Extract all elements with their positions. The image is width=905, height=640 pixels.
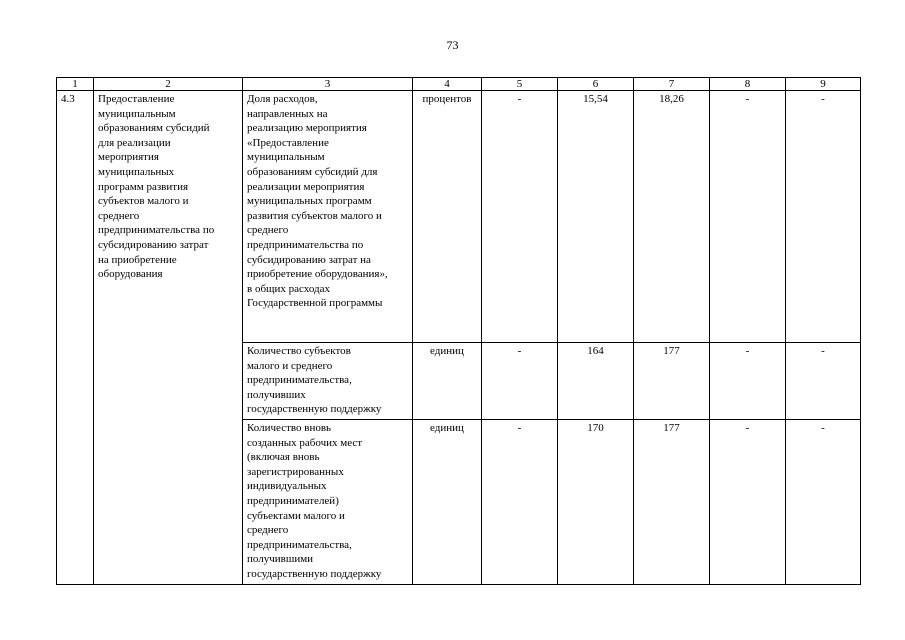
value-col-8: - [710,91,786,343]
value-col-5: - [482,343,558,420]
indicators-table [56,77,861,585]
value-col-9: - [786,91,861,343]
value-col-8: - [710,419,786,584]
indicator-name: Количество вновь созданных рабочих мест (включая вновь зарегистрированных индивидуальных предпринимателей) субъектами малого и среднего предпринимательства, получившими государственную поддержку [243,419,413,584]
header-cell: 7 [634,78,710,91]
indicator-unit: единиц [413,419,482,584]
page-number: 73 [446,38,459,52]
table-row [57,91,861,343]
header-row [57,78,861,91]
indicator-unit: единиц [413,343,482,420]
row-number: 4.3 [57,91,94,585]
measure-name: Предоставление муниципальным образованиям субсидий для реализации мероприятия муниципальных программ развития субъектов малого и среднего предпринимательства по субсидированию затрат на приобретение оборудования [94,91,243,585]
header-cell: 8 [710,78,786,91]
header-cell: 1 [57,78,94,91]
value-col-7: 177 [634,343,710,420]
value-col-5: - [482,91,558,343]
header-cell: 6 [558,78,634,91]
header-cell: 9 [786,78,861,91]
header-cell: 2 [94,78,243,91]
value-col-9: - [786,343,861,420]
value-col-8: - [710,343,786,420]
value-col-6: 170 [558,419,634,584]
value-col-6: 15,54 [558,91,634,343]
header-cell: 4 [413,78,482,91]
header-cell: 3 [243,78,413,91]
indicator-name: Количество субъектов малого и среднего предпринимательства, получивших государственную поддержку [243,343,413,420]
header-cell: 5 [482,78,558,91]
value-col-7: 18,26 [634,91,710,343]
value-col-7: 177 [634,419,710,584]
value-col-5: - [482,419,558,584]
indicator-name: Доля расходов, направленных на реализацию мероприятия «Предоставление муниципальным образованиям субсидий для реализации мероприятия муниципальных программ развития субъектов малого и среднего предпринимательства по субсидированию затрат на приобретение оборудования», в общих расходах Государственной программы [243,91,413,343]
value-col-9: - [786,419,861,584]
value-col-6: 164 [558,343,634,420]
indicator-unit: процентов [413,91,482,343]
